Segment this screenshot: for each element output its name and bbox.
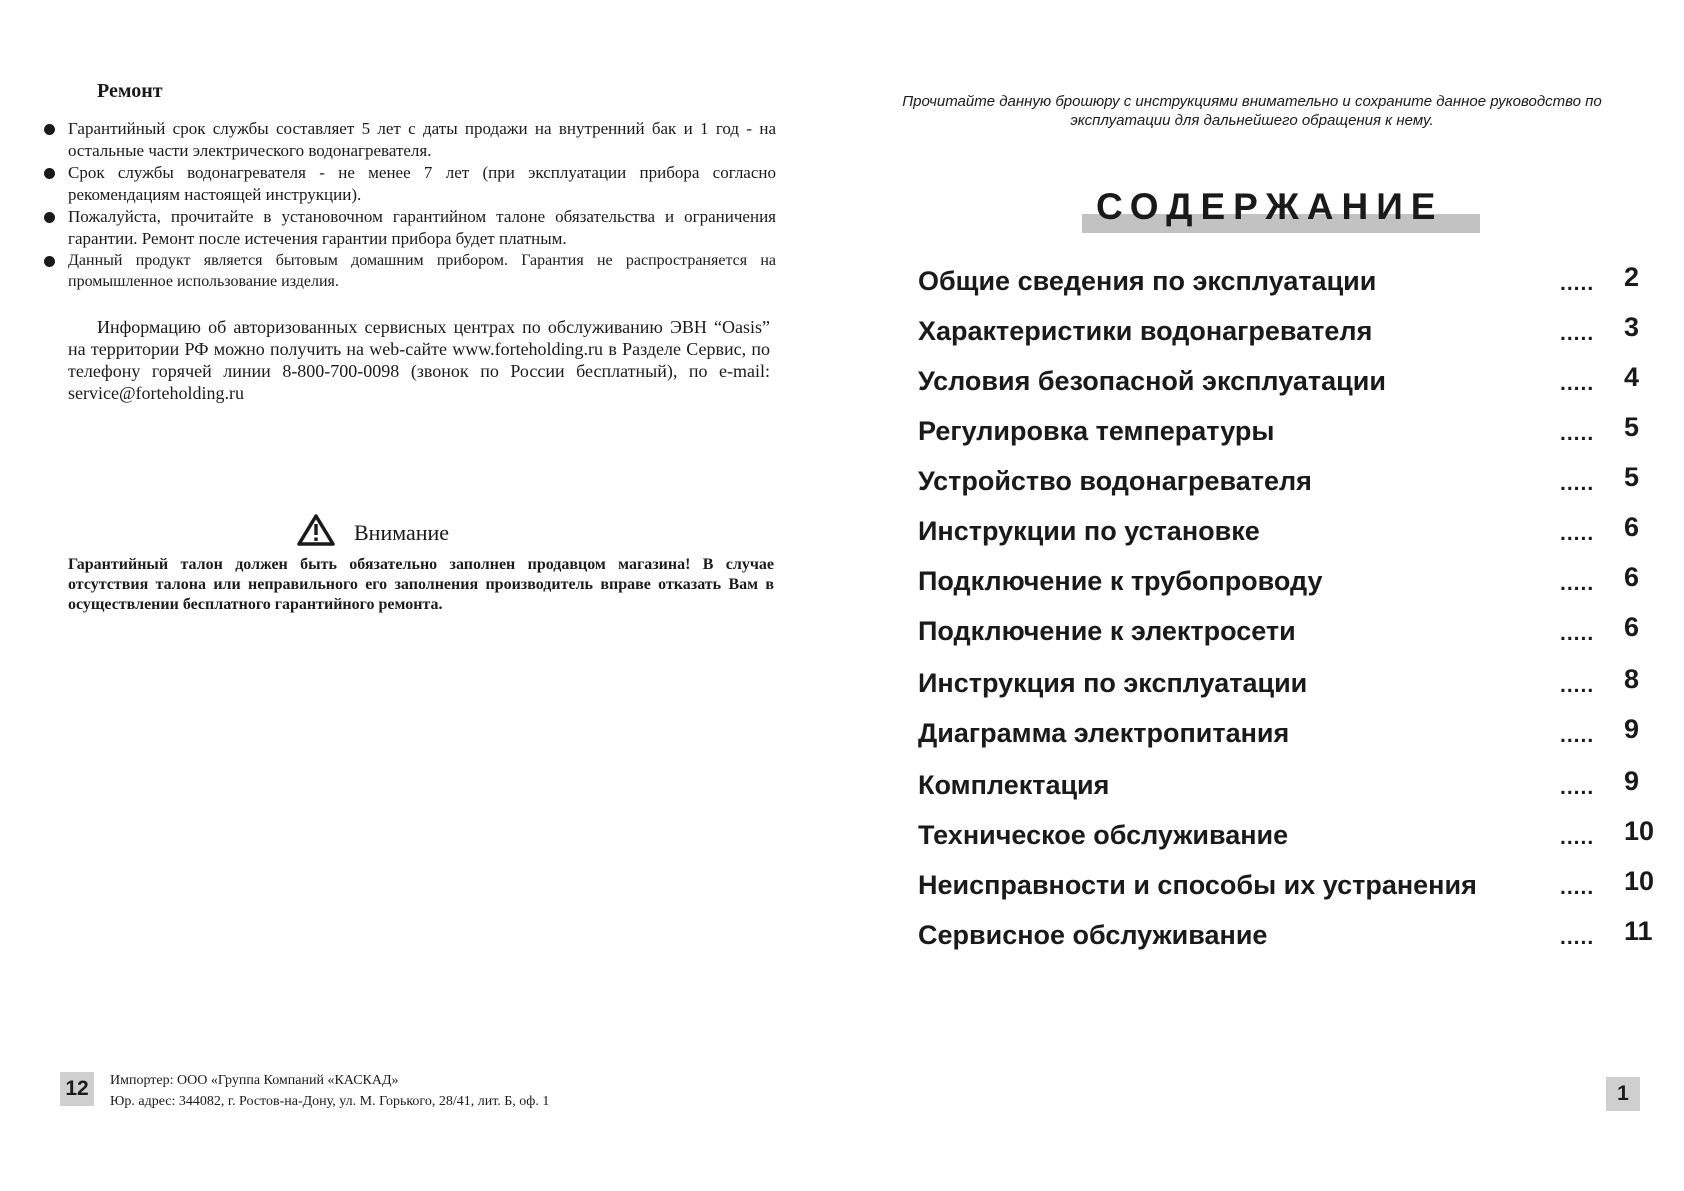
repair-heading: Ремонт xyxy=(97,80,163,102)
toc-entry-label: Комплектация xyxy=(918,770,1110,800)
toc-entry-leader: ..... xyxy=(1560,674,1595,697)
toc-entry-label: Условия безопасной эксплуатации xyxy=(918,366,1386,396)
bullet-dot-icon xyxy=(44,168,55,179)
toc-entry xyxy=(918,866,1655,902)
toc-entry-label: Общие сведения по эксплуатации xyxy=(918,266,1377,296)
toc-entry-leader: ..... xyxy=(1560,522,1595,545)
toc-entry xyxy=(918,512,1640,548)
toc-entry xyxy=(918,916,1653,952)
importer-address: Юр. адрес: 344082, г. Ростов-на-Дону, ул. М. Горького, 28/41, лит. Б, оф. 1 xyxy=(110,1094,550,1109)
toc-entry-leader: ..... xyxy=(1560,422,1595,445)
toc-entry-label: Характеристики водонагревателя xyxy=(918,316,1373,346)
toc-entry-page: 6 xyxy=(1624,512,1640,542)
toc-entry xyxy=(918,462,1640,498)
toc-entry-label: Неисправности и способы их устранения xyxy=(918,870,1477,900)
right-page xyxy=(842,0,1684,1191)
importer-info xyxy=(110,1070,549,1112)
toc-entry-page: 5 xyxy=(1624,462,1640,492)
toc-entry xyxy=(918,562,1640,598)
toc-entry-page: 2 xyxy=(1624,262,1640,292)
bullet-item: Данный продукт является бытовым домашним прибором. Гарантия не распространяется на промышленное использование изделия. xyxy=(44,250,776,292)
toc-entry xyxy=(918,312,1640,348)
table-of-contents xyxy=(842,0,1684,1000)
toc-entry-leader: ..... xyxy=(1560,926,1595,949)
toc-entry xyxy=(918,362,1640,398)
warning-header xyxy=(296,513,449,552)
toc-entry-label: Подключение к электросети xyxy=(918,616,1296,646)
toc-entry-page: 10 xyxy=(1624,866,1655,896)
bullet-item: Срок службы водонагревателя - не менее 7 лет (при эксплуатации прибора согласно рекомендациям настоящей инструкции). xyxy=(44,162,776,206)
toc-entry-label: Устройство водонагревателя xyxy=(918,466,1312,496)
toc-entry-page: 11 xyxy=(1624,916,1653,946)
toc-entry-label: Инструкции по установке xyxy=(918,516,1260,546)
toc-entry-leader: ..... xyxy=(1560,272,1595,295)
toc-entry-page: 3 xyxy=(1624,312,1640,342)
toc-entry-page: 9 xyxy=(1624,714,1640,744)
page-number-badge: 1 xyxy=(1606,1077,1640,1111)
toc-entry-page: 9 xyxy=(1624,766,1640,796)
toc-entry-leader: ..... xyxy=(1560,472,1595,495)
bullet-item: Гарантийный срок службы составляет 5 лет с даты продажи на внутренний бак и 1 год - на остальные части электрического водонагревателя. xyxy=(44,118,776,162)
toc-entry-leader: ..... xyxy=(1560,322,1595,345)
toc-entry xyxy=(918,664,1640,700)
toc-entry-label: Регулировка температуры xyxy=(918,416,1275,446)
warning-label: Внимание xyxy=(354,519,450,545)
importer-name: Импортер: ООО «Группа Компаний «КАСКАД» xyxy=(110,1073,399,1088)
toc-entry xyxy=(918,816,1655,852)
toc-entry xyxy=(918,612,1640,648)
toc-entry-label: Техническое обслуживание xyxy=(918,820,1289,850)
page-number-badge: 12 xyxy=(60,1072,94,1106)
toc-entry xyxy=(918,412,1640,448)
service-info-paragraph: Информацию об авторизованных сервисных центрах по обслуживанию ЭВН “Oasis” на территории РФ можно получить на web-сайте www.forteholding.ru в Разделе Сервис, по телефону горячей линии 8-800-700-0098 (звонок по России бесплатный), по e-mail: service@forteholding.ru xyxy=(68,317,770,403)
bullet-item: Пожалуйста, прочитайте в установочном гарантийном талоне обязательства и ограничения гарантии. Ремонт после истечения гарантии прибора будет платным. xyxy=(44,206,776,250)
toc-entry-label: Инструкция по эксплуатации xyxy=(918,668,1308,698)
toc-entry-leader: ..... xyxy=(1560,776,1595,799)
toc-entry-leader: ..... xyxy=(1560,372,1595,395)
toc-entry-page: 10 xyxy=(1624,816,1655,846)
toc-entry xyxy=(918,262,1640,298)
toc-entry-label: Подключение к трубопроводу xyxy=(918,566,1323,596)
warning-triangle-icon xyxy=(296,513,336,552)
toc-entry-label: Сервисное обслуживание xyxy=(918,920,1268,950)
toc-entry-page: 5 xyxy=(1624,412,1640,442)
toc-entry-page: 6 xyxy=(1624,612,1640,642)
bullet-dot-icon xyxy=(44,212,55,223)
toc-entry xyxy=(918,766,1640,802)
toc-title: СОДЕРЖАНИЕ xyxy=(1096,186,1444,227)
intro-note: Прочитайте данную брошюру с инструкциями внимательно и сохраните данное руководство по эксплуатации для дальнейшего обращения к нему. xyxy=(902,93,1602,129)
toc-entry-leader: ..... xyxy=(1560,826,1595,849)
toc-entry-page: 4 xyxy=(1624,362,1640,392)
toc-entry-page: 6 xyxy=(1624,562,1640,592)
toc-entry-leader: ..... xyxy=(1560,724,1595,747)
warning-text: Гарантийный талон должен быть обязательно заполнен продавцом магазина! В случае отсутствия талона или неправильного его заполнения производитель вправе отказать Вам в осуществлении бесплатного гарантийного ремонта. xyxy=(68,556,774,613)
bullet-dot-icon xyxy=(44,256,55,267)
toc-entry-leader: ..... xyxy=(1560,622,1595,645)
warranty-bullets xyxy=(44,118,776,292)
bullet-dot-icon xyxy=(44,124,55,135)
toc-entry-label: Диаграмма электропитания xyxy=(918,718,1290,748)
toc-entry-page: 8 xyxy=(1624,664,1640,694)
toc-entry-leader: ..... xyxy=(1560,876,1595,899)
toc-entry-leader: ..... xyxy=(1560,572,1595,595)
toc-entry xyxy=(918,714,1640,750)
